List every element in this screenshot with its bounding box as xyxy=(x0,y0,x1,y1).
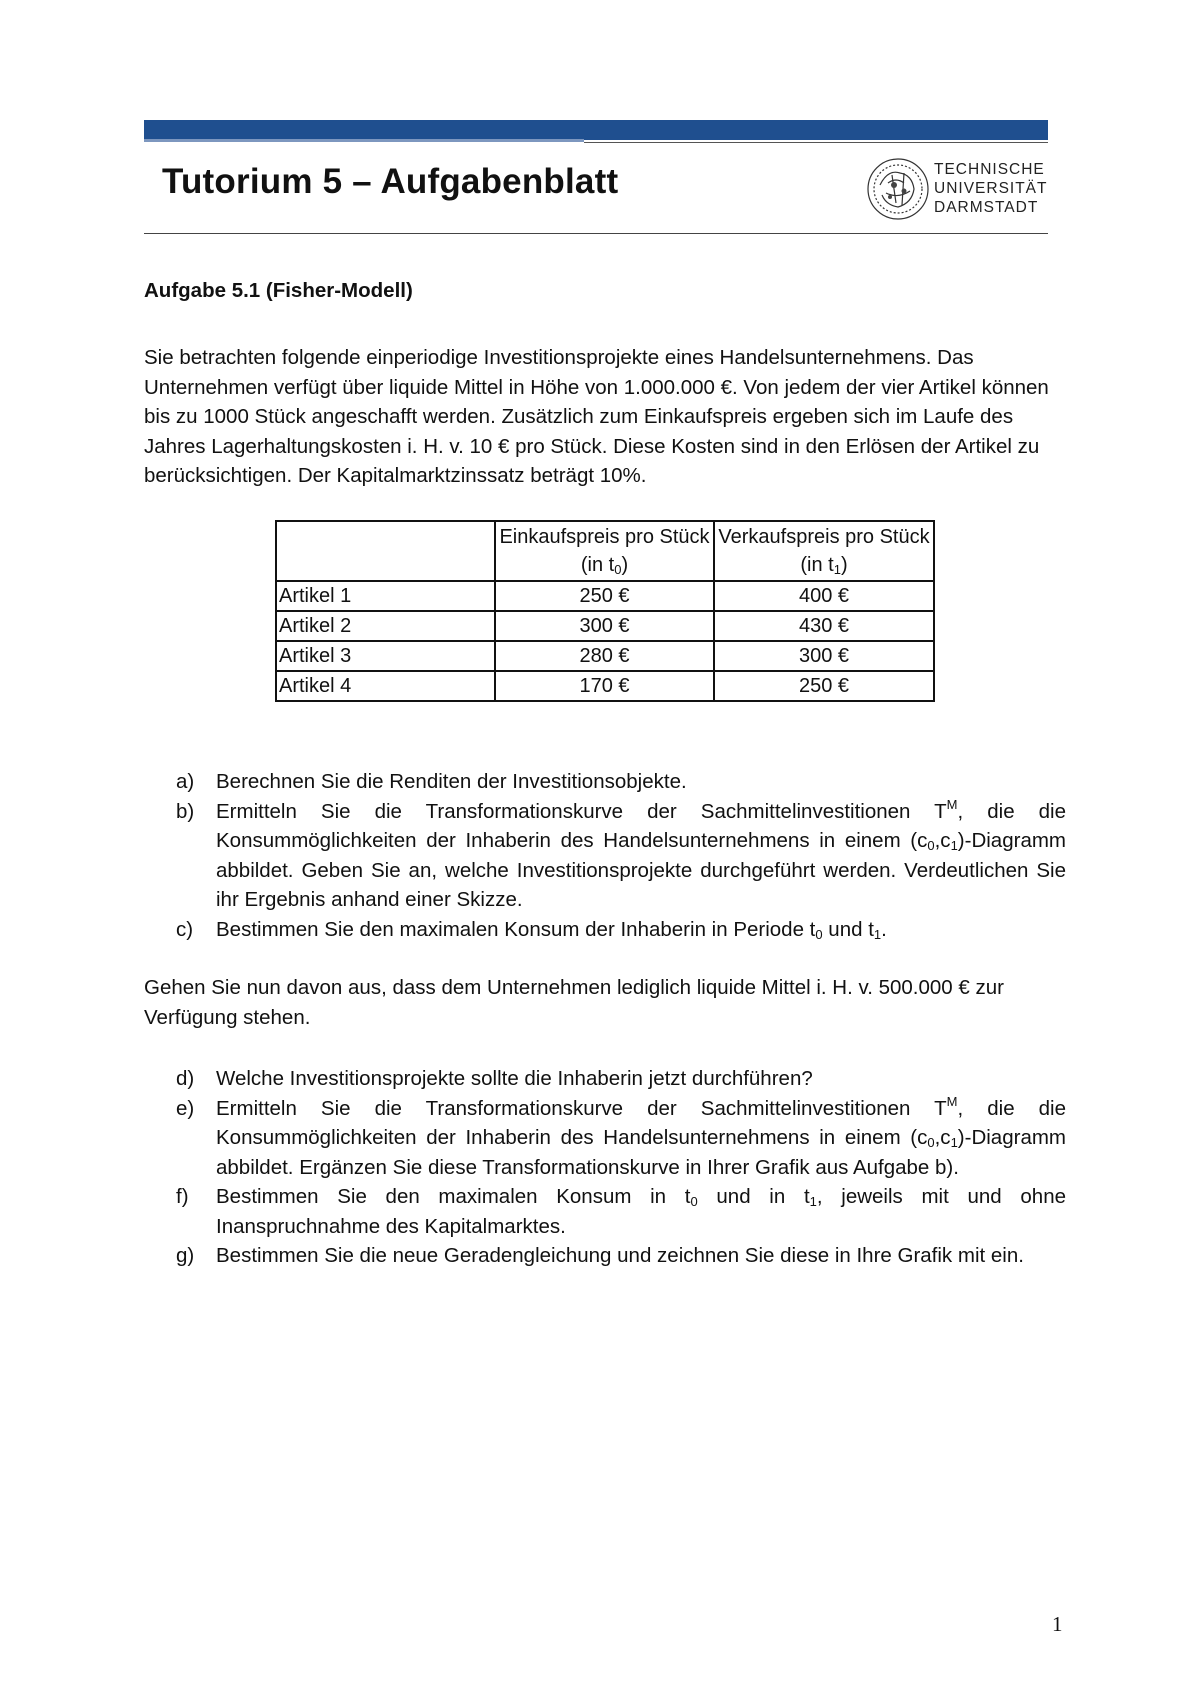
question-b xyxy=(176,797,1066,915)
header-bar-accent xyxy=(144,139,584,142)
question-label: a) xyxy=(176,770,195,793)
purchase-price-cell: 280 € xyxy=(495,641,714,671)
question-text: Bestimmen Sie die neue Geradengleichung und zeichnen Sie diese in Ihre Grafik mit ein. xyxy=(216,1244,1024,1267)
table-row xyxy=(276,671,934,701)
table-row xyxy=(276,611,934,641)
question-list-1 xyxy=(176,767,1066,944)
question-label: d) xyxy=(176,1067,195,1090)
purchase-price-header: Einkaufspreis pro Stück (in t xyxy=(499,526,710,576)
question-text: )-Diagramm abbildet. Geben Sie an, welche Investitionsprojekte durchgeführt werden. Verdeutlichen Sie ihr Ergebnis anhand einer Skizze. xyxy=(216,829,1066,911)
selling-price-cell: 430 € xyxy=(714,611,934,641)
article-cell: Artikel 1 xyxy=(276,581,495,611)
question-text: Bestimmen Sie den maximalen Konsum in t xyxy=(216,1185,691,1208)
subscript: 0 xyxy=(614,562,622,577)
purchase-price-cell: 170 € xyxy=(495,671,714,701)
question-label: g) xyxy=(176,1244,195,1267)
question-text: und in t xyxy=(697,1185,810,1208)
article-cell: Artikel 2 xyxy=(276,611,495,641)
question-label: b) xyxy=(176,799,195,823)
page-number: 1 xyxy=(1052,1612,1063,1636)
header-rule-top xyxy=(584,142,1048,143)
question-text: Ermitteln Sie die Transformationskurve der Sachmittelinvestitionen T xyxy=(216,799,947,823)
subscript: 0 xyxy=(927,1135,935,1150)
table-header-cell xyxy=(276,521,495,581)
question-c xyxy=(176,915,1066,945)
second-intro: Gehen Sie nun davon aus, dass dem Unternehmen lediglich liquide Mittel i. H. v. 500.000 € zur Verfügung stehen. xyxy=(144,976,1004,1029)
task-heading: Aufgabe 5.1 (Fisher-Modell) xyxy=(144,279,413,302)
question-label: c) xyxy=(176,917,194,941)
subscript: 1 xyxy=(950,838,958,853)
task-intro: Sie betrachten folgende einperiodige Investitionsprojekte eines Handelsunternehmens. Das Unternehmen verfügt über liquide Mittel in Höhe von 1.000.000 €. Von jedem der vier Artikel können bis zu 1000 Stück angeschafft werden. Zusätzlich zum Einkaufspreis ergeben sich im Laufe des Jahres Lagerhaltungskosten i. H. v. 10 € pro Stück. Diese Kosten sind in den Erlösen der Artikel zu berücksichtigen. Der Kapitalmarktzinssatz beträgt 10%. xyxy=(144,346,1049,487)
question-text: )-Diagramm abbildet. Ergänzen Sie diese Transformationskurve in Ihrer Grafik aus Aufgabe b). xyxy=(216,1126,1066,1179)
purchase-price-cell: 300 € xyxy=(495,611,714,641)
subscript: 1 xyxy=(809,1194,817,1209)
question-f xyxy=(176,1182,1066,1241)
subscript: 1 xyxy=(950,1135,958,1150)
logo-line: TECHNISCHE xyxy=(934,161,1045,178)
table-header-cell: Verkaufspreis pro Stück (in $t_1$) xyxy=(714,521,934,581)
logo-line: DARMSTADT xyxy=(934,199,1039,216)
logo-line: UNIVERSITÄT xyxy=(934,180,1048,197)
question-list-2 xyxy=(176,1064,1066,1271)
superscript: M xyxy=(946,796,958,812)
price-table xyxy=(275,520,935,702)
question-text: , die die Konsummöglichkeiten der Inhaberin des Handelsunternehmens in einem (c xyxy=(216,799,1066,852)
question-e xyxy=(176,1094,1066,1183)
question-text: ,c xyxy=(934,829,951,852)
header-rule-bottom xyxy=(144,233,1048,234)
subscript: 0 xyxy=(927,838,935,853)
selling-price-cell: 250 € xyxy=(714,671,934,701)
header-bar xyxy=(144,120,1048,140)
table-header-cell: Einkaufspreis pro Stück (in $t_0$) xyxy=(495,521,714,581)
university-name xyxy=(934,160,1047,217)
question-label: e) xyxy=(176,1096,195,1120)
question-text: . xyxy=(881,917,887,941)
table-header-row xyxy=(276,521,934,581)
article-cell: Artikel 3 xyxy=(276,641,495,671)
selling-price-cell: 300 € xyxy=(714,641,934,671)
question-text: Ermitteln Sie die Transformationskurve der Sachmittelinvestitionen T xyxy=(216,1096,947,1120)
subscript: 1 xyxy=(833,562,841,577)
question-text: Welche Investitionsprojekte sollte die Inhaberin jetzt durchführen? xyxy=(216,1067,813,1090)
table-row xyxy=(276,581,934,611)
question-a xyxy=(176,767,1066,797)
article-cell: Artikel 4 xyxy=(276,671,495,701)
question-text: , die die Konsummöglichkeiten der Inhaberin des Handelsunternehmens in einem (c xyxy=(216,1096,1066,1149)
selling-price-header: Verkaufspreis pro Stück (in t xyxy=(718,526,930,576)
question-text: ,c xyxy=(934,1126,951,1149)
table-row xyxy=(276,641,934,671)
selling-price-cell: 400 € xyxy=(714,581,934,611)
subscript: 1 xyxy=(873,926,882,942)
question-d xyxy=(176,1064,1066,1094)
question-text: Berechnen Sie die Renditen der Investitionsobjekte. xyxy=(216,770,687,793)
subscript: 0 xyxy=(690,1194,698,1209)
page-title: Tutorium 5 – Aufgabenblatt xyxy=(162,162,619,201)
question-label: f) xyxy=(176,1185,189,1208)
purchase-price-cell: 250 € xyxy=(495,581,714,611)
subscript: 0 xyxy=(815,926,823,942)
question-text: und t xyxy=(822,917,874,941)
superscript: M xyxy=(946,1093,958,1109)
question-text: , jeweils mit und ohne Inanspruchnahme des Kapitalmarktes. xyxy=(216,1185,1066,1238)
question-text: Bestimmen Sie den maximalen Konsum der Inhaberin in Periode t xyxy=(216,917,816,941)
question-g xyxy=(176,1241,1066,1271)
